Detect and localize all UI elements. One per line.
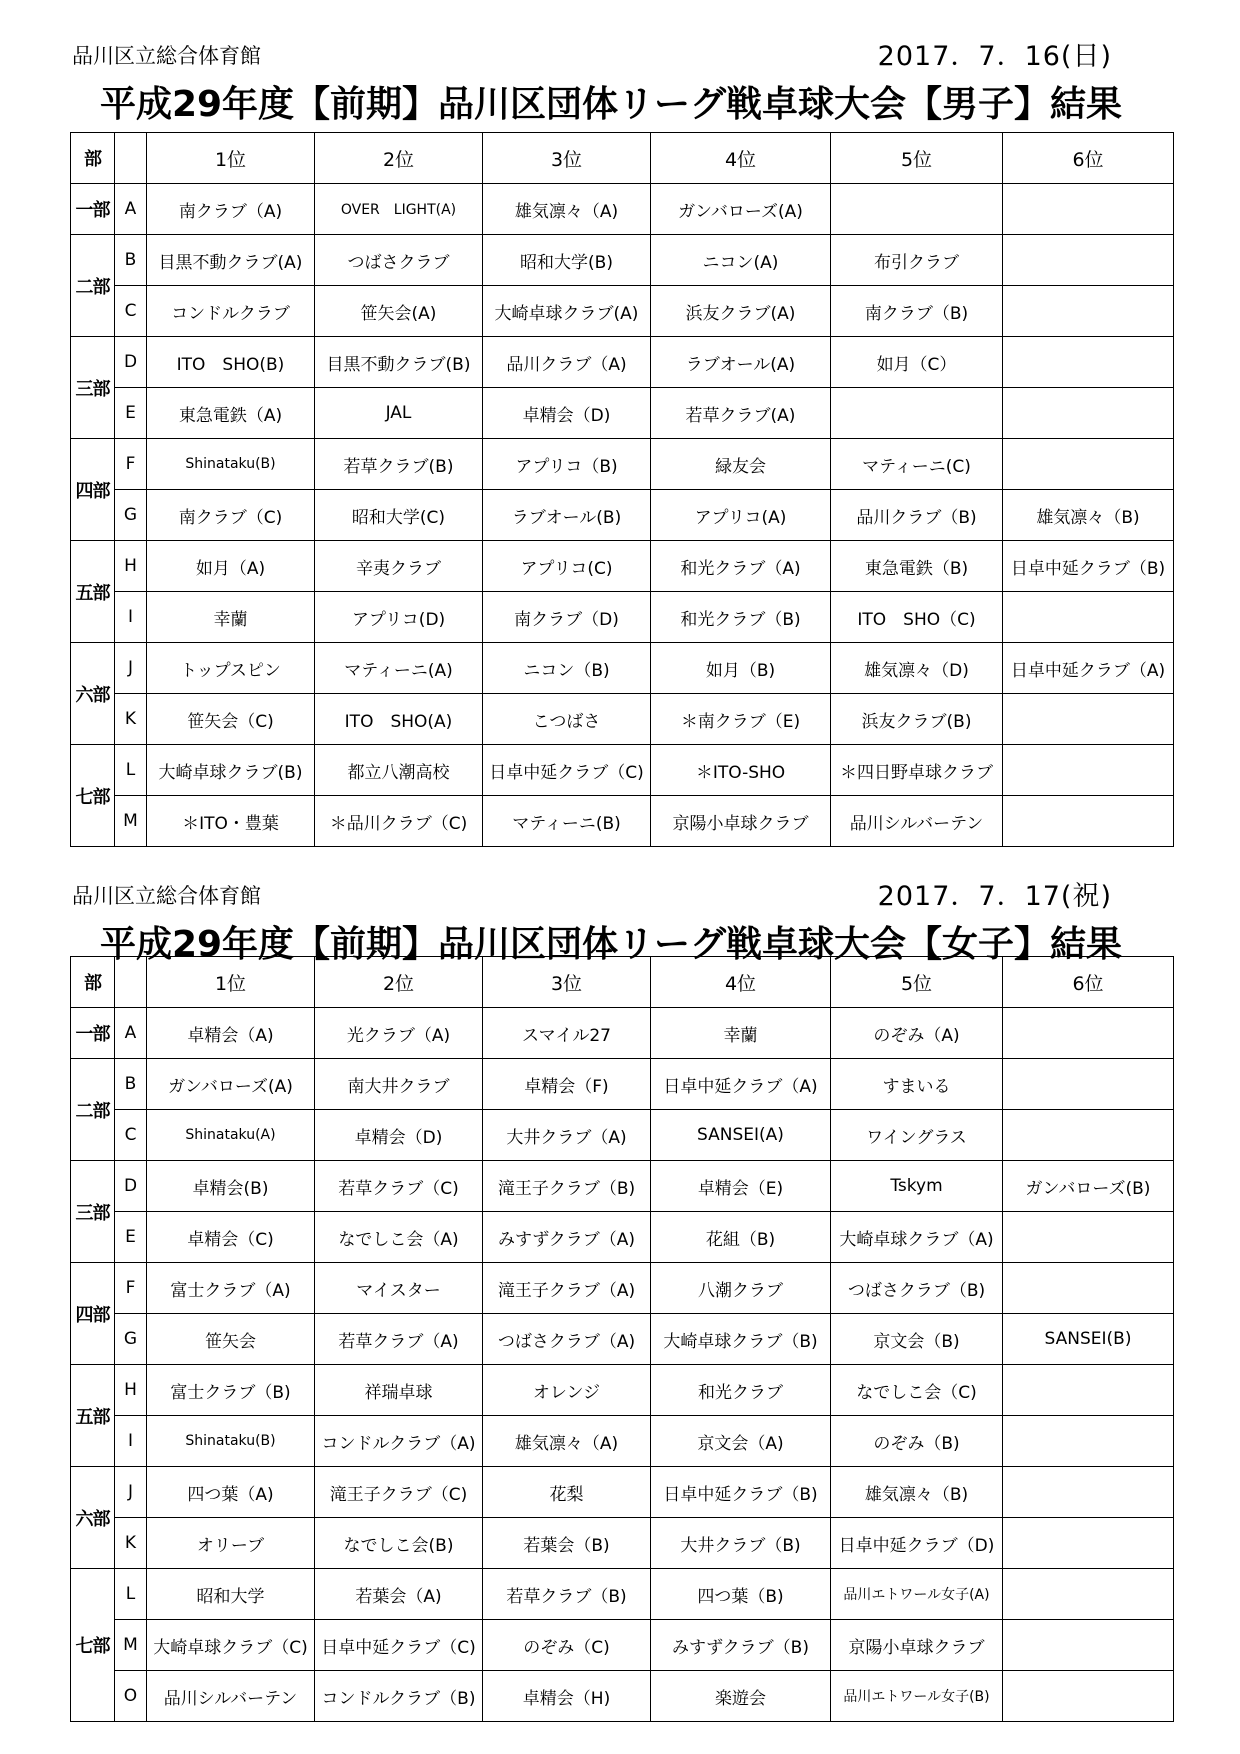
- place-cell: [1003, 1569, 1174, 1620]
- place-cell: オリーブ: [147, 1518, 315, 1569]
- place-cell: コンドルクラブ: [147, 286, 315, 337]
- place-cell: 大井クラブ（B): [651, 1518, 831, 1569]
- place-cell: 日卓中延クラブ（B): [651, 1467, 831, 1518]
- column-header: 3位: [483, 957, 651, 1008]
- place-cell: 卓精会（F): [483, 1059, 651, 1110]
- place-cell: 楽遊会: [651, 1671, 831, 1722]
- place-cell: 南クラブ（B): [831, 286, 1003, 337]
- women-header: [0, 880, 1240, 920]
- place-cell: [1003, 286, 1174, 337]
- place-cell: 若草クラブ(A): [651, 388, 831, 439]
- place-cell: [1003, 439, 1174, 490]
- place-cell: 祥瑞卓球: [315, 1365, 483, 1416]
- division-label: 三部: [71, 1161, 115, 1263]
- place-cell: みすずクラブ（B): [651, 1620, 831, 1671]
- place-cell: 日卓中延クラブ（C): [483, 745, 651, 796]
- place-cell: 昭和大学(B): [483, 235, 651, 286]
- table-row: [71, 694, 1174, 745]
- league-label: K: [115, 694, 147, 745]
- place-cell: ＊四日野卓球クラブ: [831, 745, 1003, 796]
- table-row: [71, 796, 1174, 847]
- place-cell: こつばさ: [483, 694, 651, 745]
- place-cell: 和光クラブ: [651, 1365, 831, 1416]
- place-cell: 四つ葉（A): [147, 1467, 315, 1518]
- table-row: [71, 1314, 1174, 1365]
- table-row: [71, 388, 1174, 439]
- column-header: 6位: [1003, 957, 1174, 1008]
- place-cell: Shinataku(B): [147, 1416, 315, 1467]
- place-cell: 品川エトワール女子(B): [831, 1671, 1003, 1722]
- place-cell: 南大井クラブ: [315, 1059, 483, 1110]
- place-cell: 笹矢会(A): [315, 286, 483, 337]
- league-label: G: [115, 490, 147, 541]
- place-cell: ＊ITO・豊葉: [147, 796, 315, 847]
- table-row: [71, 1212, 1174, 1263]
- league-label: C: [115, 286, 147, 337]
- place-cell: アプリコ(A): [651, 490, 831, 541]
- division-label: 四部: [71, 439, 115, 541]
- men-results-table: [70, 132, 1174, 847]
- place-cell: 辛夷クラブ: [315, 541, 483, 592]
- league-label: O: [115, 1671, 147, 1722]
- column-header: 2位: [315, 133, 483, 184]
- place-cell: SANSEI(A): [651, 1110, 831, 1161]
- place-cell: ラブオール(B): [483, 490, 651, 541]
- league-label: B: [115, 1059, 147, 1110]
- league-label: L: [115, 1569, 147, 1620]
- league-label: M: [115, 796, 147, 847]
- column-header: 1位: [147, 957, 315, 1008]
- place-cell: ワイングラス: [831, 1110, 1003, 1161]
- place-cell: ITO SHO（C): [831, 592, 1003, 643]
- place-cell: 四つ葉（B): [651, 1569, 831, 1620]
- column-header: [115, 957, 147, 1008]
- column-header: 1位: [147, 133, 315, 184]
- place-cell: のぞみ（C): [483, 1620, 651, 1671]
- place-cell: 雄気凛々（A): [483, 184, 651, 235]
- table-row: [71, 337, 1174, 388]
- place-cell: 若草クラブ(B): [315, 439, 483, 490]
- league-label: E: [115, 388, 147, 439]
- men-date: 2017．7．16(日): [877, 41, 1112, 72]
- place-cell: 滝王子クラブ（A): [483, 1263, 651, 1314]
- men-title: 平成29年度【前期】品川区団体リーグ戦卓球大会【男子】結果: [99, 84, 1123, 125]
- league-label: J: [115, 643, 147, 694]
- table-row: [71, 1416, 1174, 1467]
- place-cell: アプリコ(C): [483, 541, 651, 592]
- table-row: [71, 1620, 1174, 1671]
- place-cell: 日卓中延クラブ（D): [831, 1518, 1003, 1569]
- league-label: C: [115, 1110, 147, 1161]
- league-label: D: [115, 1161, 147, 1212]
- place-cell: 笹矢会: [147, 1314, 315, 1365]
- place-cell: 日卓中延クラブ（B): [1003, 541, 1174, 592]
- place-cell: 卓精会（A): [147, 1008, 315, 1059]
- place-cell: 品川エトワール女子(A): [831, 1569, 1003, 1620]
- column-header: 5位: [831, 957, 1003, 1008]
- place-cell: [1003, 1263, 1174, 1314]
- place-cell: 浜友クラブ(B): [831, 694, 1003, 745]
- table-row: [71, 439, 1174, 490]
- place-cell: ニコン(A): [651, 235, 831, 286]
- division-label: 五部: [71, 541, 115, 643]
- place-cell: ラブオール(A): [651, 337, 831, 388]
- place-cell: 花組（B): [651, 1212, 831, 1263]
- place-cell: 雄気凛々（D): [831, 643, 1003, 694]
- place-cell: なでしこ会（C): [831, 1365, 1003, 1416]
- column-header: 3位: [483, 133, 651, 184]
- place-cell: 日卓中延クラブ（C): [315, 1620, 483, 1671]
- header-row: [71, 957, 1174, 1008]
- table-row: [71, 592, 1174, 643]
- place-cell: Tskym: [831, 1161, 1003, 1212]
- place-cell: マティーニ(C): [831, 439, 1003, 490]
- place-cell: のぞみ（A): [831, 1008, 1003, 1059]
- place-cell: ＊南クラブ（E): [651, 694, 831, 745]
- place-cell: [1003, 1365, 1174, 1416]
- place-cell: 卓精会（H): [483, 1671, 651, 1722]
- place-cell: SANSEI(B): [1003, 1314, 1174, 1365]
- place-cell: 如月（B): [651, 643, 831, 694]
- place-cell: オレンジ: [483, 1365, 651, 1416]
- place-cell: マティーニ(B): [483, 796, 651, 847]
- league-label: K: [115, 1518, 147, 1569]
- division-label: 一部: [71, 1008, 115, 1059]
- league-label: H: [115, 541, 147, 592]
- place-cell: [1003, 1212, 1174, 1263]
- table-row: [71, 1161, 1174, 1212]
- place-cell: ガンバローズ(B): [1003, 1161, 1174, 1212]
- place-cell: OVER LIGHT(A): [315, 184, 483, 235]
- column-header: 部: [71, 133, 115, 184]
- place-cell: 南クラブ（C): [147, 490, 315, 541]
- place-cell: 京陽小卓球クラブ: [831, 1620, 1003, 1671]
- place-cell: なでしこ会（A): [315, 1212, 483, 1263]
- column-header: 6位: [1003, 133, 1174, 184]
- column-header: 2位: [315, 957, 483, 1008]
- place-cell: 富士クラブ（B): [147, 1365, 315, 1416]
- place-cell: 滝王子クラブ（C): [315, 1467, 483, 1518]
- table-row: [71, 1263, 1174, 1314]
- place-cell: [1003, 388, 1174, 439]
- division-label: 四部: [71, 1263, 115, 1365]
- place-cell: 八潮クラブ: [651, 1263, 831, 1314]
- place-cell: 光クラブ（A): [315, 1008, 483, 1059]
- table-row: [71, 745, 1174, 796]
- table-row: [71, 1365, 1174, 1416]
- league-label: M: [115, 1620, 147, 1671]
- league-label: F: [115, 439, 147, 490]
- place-cell: [1003, 694, 1174, 745]
- place-cell: ITO SHO(A): [315, 694, 483, 745]
- league-label: D: [115, 337, 147, 388]
- men-header: [0, 40, 1240, 80]
- place-cell: 大崎卓球クラブ（C): [147, 1620, 315, 1671]
- men-venue: 品川区立総合体育館: [72, 44, 261, 68]
- league-label: A: [115, 184, 147, 235]
- place-cell: 日卓中延クラブ（A): [1003, 643, 1174, 694]
- place-cell: [1003, 1008, 1174, 1059]
- league-label: I: [115, 1416, 147, 1467]
- place-cell: 大崎卓球クラブ（B): [651, 1314, 831, 1365]
- place-cell: 大崎卓球クラブ(B): [147, 745, 315, 796]
- place-cell: 雄気凛々（B): [1003, 490, 1174, 541]
- place-cell: 京陽小卓球クラブ: [651, 796, 831, 847]
- place-cell: 若草クラブ（A): [315, 1314, 483, 1365]
- place-cell: [1003, 796, 1174, 847]
- place-cell: [831, 184, 1003, 235]
- place-cell: Shinataku(B): [147, 439, 315, 490]
- table-row: [71, 490, 1174, 541]
- table-row: [71, 286, 1174, 337]
- table-row: [71, 235, 1174, 286]
- place-cell: 卓精会（D): [315, 1110, 483, 1161]
- place-cell: 卓精会（D): [483, 388, 651, 439]
- place-cell: 富士クラブ（A): [147, 1263, 315, 1314]
- place-cell: [1003, 337, 1174, 388]
- division-label: 三部: [71, 337, 115, 439]
- table-row: [71, 184, 1174, 235]
- division-label: 一部: [71, 184, 115, 235]
- league-label: I: [115, 592, 147, 643]
- place-cell: [1003, 235, 1174, 286]
- place-cell: 幸蘭: [147, 592, 315, 643]
- place-cell: 南クラブ（A): [147, 184, 315, 235]
- place-cell: スマイル27: [483, 1008, 651, 1059]
- table-row: [71, 643, 1174, 694]
- place-cell: 東急電鉄（A): [147, 388, 315, 439]
- division-label: 五部: [71, 1365, 115, 1467]
- place-cell: ITO SHO(B): [147, 337, 315, 388]
- place-cell: 若葉会（A): [315, 1569, 483, 1620]
- place-cell: マイスター: [315, 1263, 483, 1314]
- place-cell: みすずクラブ（A): [483, 1212, 651, 1263]
- division-label: 七部: [71, 745, 115, 847]
- table-row: [71, 541, 1174, 592]
- place-cell: マティーニ(A): [315, 643, 483, 694]
- men-section: [0, 40, 1240, 834]
- place-cell: JAL: [315, 388, 483, 439]
- place-cell: 如月（C）: [831, 337, 1003, 388]
- place-cell: 大崎卓球クラブ(A): [483, 286, 651, 337]
- place-cell: [1003, 1518, 1174, 1569]
- table-row: [71, 1008, 1174, 1059]
- division-label: 六部: [71, 643, 115, 745]
- place-cell: 和光クラブ（A): [651, 541, 831, 592]
- place-cell: 昭和大学(C): [315, 490, 483, 541]
- place-cell: 大崎卓球クラブ（A): [831, 1212, 1003, 1263]
- place-cell: 卓精会（C): [147, 1212, 315, 1263]
- place-cell: 京文会（A): [651, 1416, 831, 1467]
- place-cell: ＊品川クラブ（C): [315, 796, 483, 847]
- place-cell: 品川クラブ（A): [483, 337, 651, 388]
- place-cell: 雄気凛々（B): [831, 1467, 1003, 1518]
- place-cell: 品川クラブ（B): [831, 490, 1003, 541]
- place-cell: [1003, 1110, 1174, 1161]
- place-cell: つばさクラブ（A): [483, 1314, 651, 1365]
- place-cell: トップスピン: [147, 643, 315, 694]
- league-label: F: [115, 1263, 147, 1314]
- place-cell: 日卓中延クラブ（A): [651, 1059, 831, 1110]
- column-header: 部: [71, 957, 115, 1008]
- division-label: 六部: [71, 1467, 115, 1569]
- place-cell: ニコン（B): [483, 643, 651, 694]
- division-label: 二部: [71, 235, 115, 337]
- place-cell: 雄気凛々（A): [483, 1416, 651, 1467]
- place-cell: つばさクラブ（B): [831, 1263, 1003, 1314]
- place-cell: [1003, 592, 1174, 643]
- place-cell: 花梨: [483, 1467, 651, 1518]
- place-cell: のぞみ（B): [831, 1416, 1003, 1467]
- division-label: 七部: [71, 1569, 115, 1722]
- place-cell: 京文会（B): [831, 1314, 1003, 1365]
- place-cell: 卓精会（E): [651, 1161, 831, 1212]
- place-cell: アプリコ(D): [315, 592, 483, 643]
- table-row: [71, 1518, 1174, 1569]
- place-cell: 東急電鉄（B): [831, 541, 1003, 592]
- place-cell: コンドルクラブ（A): [315, 1416, 483, 1467]
- place-cell: [1003, 745, 1174, 796]
- women-venue: 品川区立総合体育館: [72, 884, 261, 908]
- column-header: 4位: [651, 957, 831, 1008]
- column-header: [115, 133, 147, 184]
- place-cell: 和光クラブ（B): [651, 592, 831, 643]
- place-cell: 都立八潮高校: [315, 745, 483, 796]
- place-cell: 若草クラブ（C): [315, 1161, 483, 1212]
- column-header: 4位: [651, 133, 831, 184]
- place-cell: 卓精会(B): [147, 1161, 315, 1212]
- league-label: H: [115, 1365, 147, 1416]
- place-cell: 目黒不動クラブ(A): [147, 235, 315, 286]
- place-cell: 緑友会: [651, 439, 831, 490]
- place-cell: 若葉会（B): [483, 1518, 651, 1569]
- place-cell: ＊ITO-SHO: [651, 745, 831, 796]
- place-cell: Shinataku(A): [147, 1110, 315, 1161]
- women-date: 2017．7．17(祝): [877, 881, 1112, 912]
- place-cell: ガンバローズ(A): [147, 1059, 315, 1110]
- league-label: A: [115, 1008, 147, 1059]
- league-label: B: [115, 235, 147, 286]
- women-results-table: [70, 956, 1174, 1722]
- header-row: [71, 133, 1174, 184]
- league-label: L: [115, 745, 147, 796]
- place-cell: [1003, 1671, 1174, 1722]
- place-cell: 目黒不動クラブ(B): [315, 337, 483, 388]
- place-cell: 若草クラブ（B): [483, 1569, 651, 1620]
- women-section: [0, 880, 1240, 1709]
- place-cell: [1003, 1059, 1174, 1110]
- place-cell: [1003, 1467, 1174, 1518]
- place-cell: [1003, 1416, 1174, 1467]
- place-cell: つばさクラブ: [315, 235, 483, 286]
- place-cell: ガンバローズ(A): [651, 184, 831, 235]
- place-cell: 浜友クラブ(A): [651, 286, 831, 337]
- women-title: 平成29年度【前期】品川区団体リーグ戦卓球大会【女子】結果: [99, 924, 1123, 965]
- place-cell: コンドルクラブ（B): [315, 1671, 483, 1722]
- division-label: 二部: [71, 1059, 115, 1161]
- place-cell: [1003, 1620, 1174, 1671]
- place-cell: 南クラブ（D): [483, 592, 651, 643]
- place-cell: 品川シルバーテン: [147, 1671, 315, 1722]
- table-row: [71, 1671, 1174, 1722]
- place-cell: [831, 388, 1003, 439]
- place-cell: すまいる: [831, 1059, 1003, 1110]
- place-cell: 幸蘭: [651, 1008, 831, 1059]
- place-cell: 滝王子クラブ（B): [483, 1161, 651, 1212]
- table-row: [71, 1059, 1174, 1110]
- place-cell: 品川シルバーテン: [831, 796, 1003, 847]
- place-cell: なでしこ会(B): [315, 1518, 483, 1569]
- place-cell: 如月（A): [147, 541, 315, 592]
- place-cell: 大井クラブ（A): [483, 1110, 651, 1161]
- league-label: G: [115, 1314, 147, 1365]
- place-cell: [1003, 184, 1174, 235]
- league-label: E: [115, 1212, 147, 1263]
- place-cell: 布引クラブ: [831, 235, 1003, 286]
- place-cell: 昭和大学: [147, 1569, 315, 1620]
- place-cell: 笹矢会（C): [147, 694, 315, 745]
- table-row: [71, 1110, 1174, 1161]
- league-label: J: [115, 1467, 147, 1518]
- place-cell: アプリコ（B): [483, 439, 651, 490]
- table-row: [71, 1569, 1174, 1620]
- table-row: [71, 1467, 1174, 1518]
- column-header: 5位: [831, 133, 1003, 184]
